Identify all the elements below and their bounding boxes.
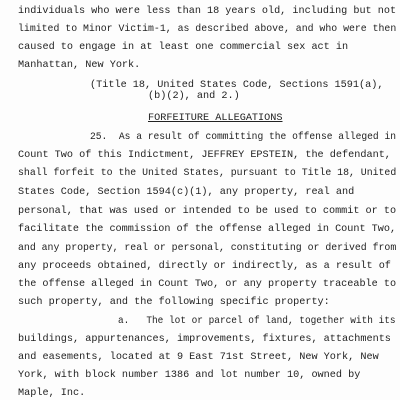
paragraph-25-line-6: facilitate the commission of the offense alleged in Count Two, <box>18 223 397 235</box>
citation-line-2: (b)(2), and 2.) <box>148 90 240 102</box>
subparagraph-a-line-4: York, with block number 1386 and lot number 10, owned by <box>18 370 361 382</box>
subparagraph-a-line-2: buildings, appurtenances, improvements, fixtures, attachments <box>18 334 391 346</box>
paragraph-25-line-10: such property, and the following specific property: <box>18 297 330 309</box>
top-paragraph-line-4: Manhattan, New York. <box>18 59 141 71</box>
section-heading: FORFEITURE ALLEGATIONS <box>148 112 283 124</box>
paragraph-25-line-3: shall forfeit to the United States, pursuant to Title 18, United <box>18 168 397 180</box>
paragraph-25-line-1: 25. As a result of committing the offense alleged in <box>90 131 397 143</box>
top-paragraph-line-1: individuals who were less than 18 years old, including but not <box>18 6 397 17</box>
citation-line-1: (Title 18, United States Code, Sections 1591(a), <box>90 80 384 92</box>
subparagraph-a-line-3: and easements, located at 9 East 71st Street, New York, New <box>18 352 379 364</box>
subparagraph-a-line-5: Maple, Inc. <box>18 388 86 399</box>
subparagraph-a-line-1: a. The lot or parcel of land, together with its <box>118 316 396 328</box>
top-paragraph-line-3: caused to engage in at least one commercial sex act in <box>18 41 349 53</box>
paragraph-25-line-4: States Code, Section 1594(c)(1), any property, real and <box>18 187 355 199</box>
paragraph-25-line-7: and any property, real or personal, constituting or derived from <box>18 242 397 254</box>
top-paragraph-line-2: limited to Minor Victim-1, as described above, and who were then <box>18 23 397 35</box>
paragraph-25-line-9: the offense alleged in Count Two, or any property traceable to <box>18 279 397 291</box>
paragraph-25-line-2: Count Two of this Indictment, JEFFREY EPSTEIN, the defendant, <box>18 149 391 161</box>
paragraph-25-line-5: personal, that was used or intended to be used to commit or to <box>18 205 397 217</box>
paragraph-25-line-8: any proceeds obtained, directly or indirectly, as a result of <box>18 260 391 272</box>
